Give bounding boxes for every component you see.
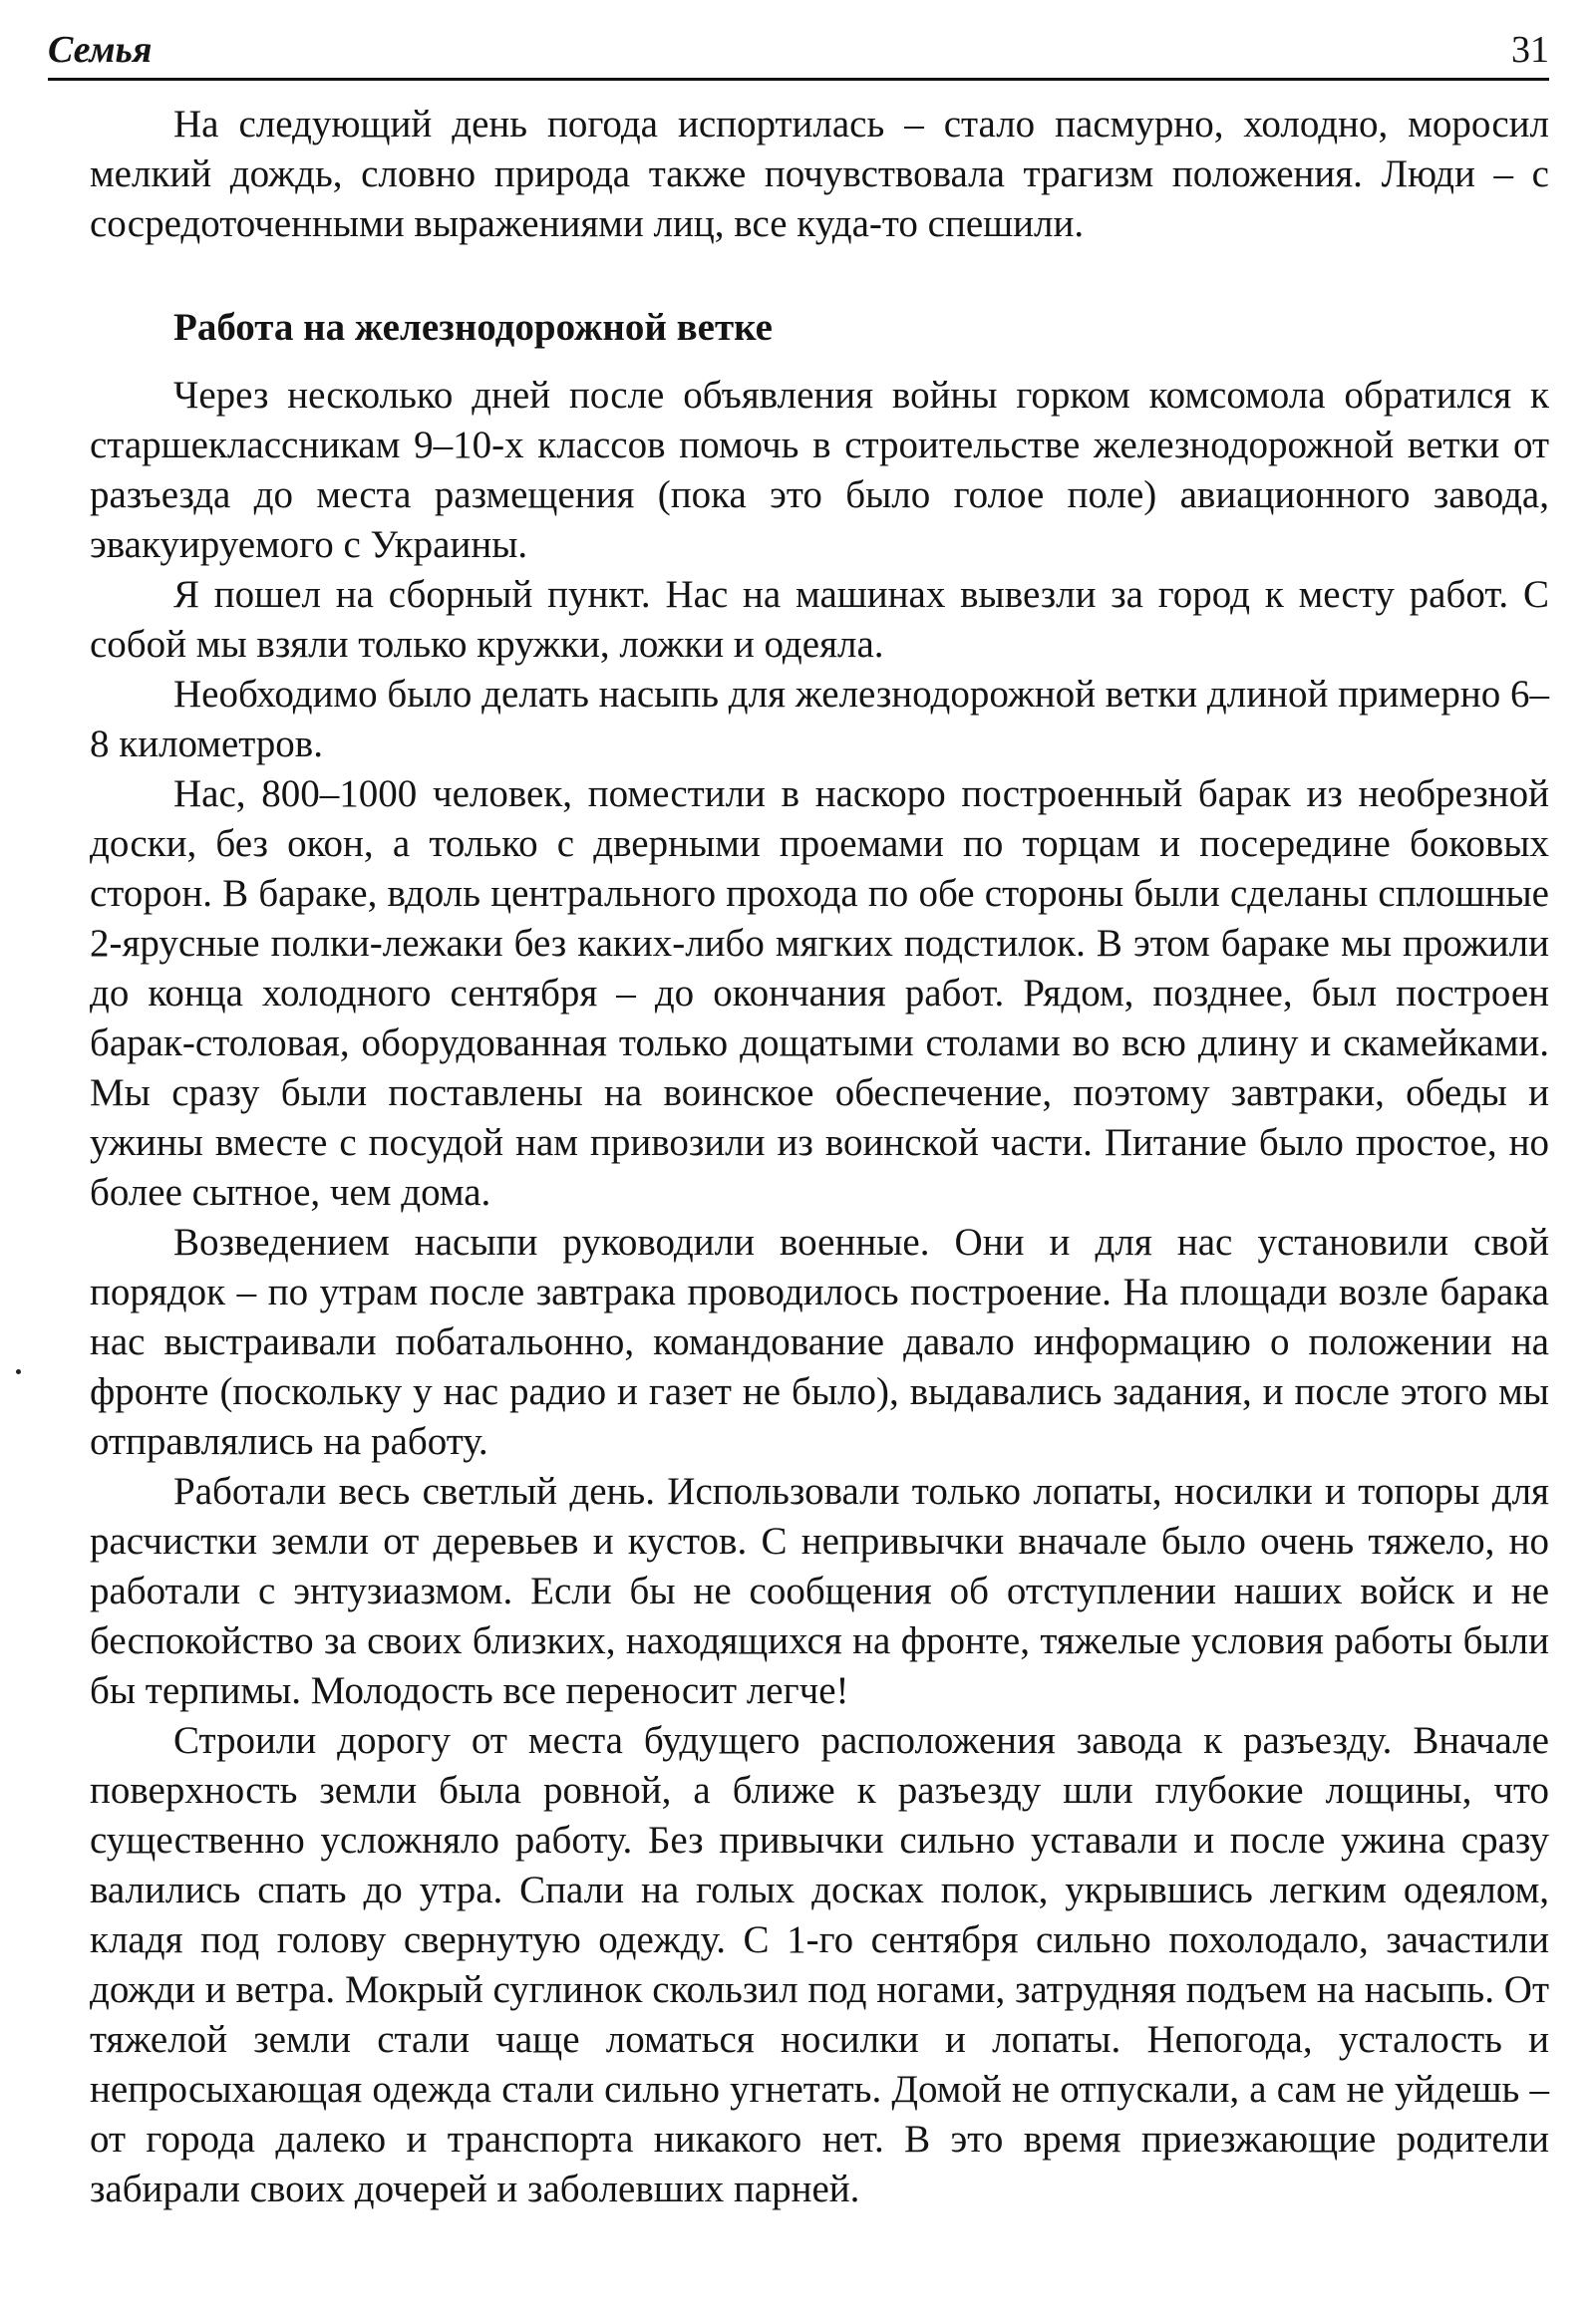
paragraph-7: Строили дорогу от места будущего расположения завода к разъезду. Вначале поверхность земли была ровной, а ближе к разъезду шли глубокие лощины, что существенно усложняло работу. Без привычки сильно уставали и после ужина сразу валились спать до утра. Спали на голых досках полок, укрывшись легким одеялом, кладя под голову свернутую одежду. С 1-го сентября сильно похолодало, зачастили дожди и ветра. Мокрый суглинок скользил под ногами, затрудняя подъем на насыпь. От тяжелой земли стали чаще ломаться носилки и лопаты. Непогода, усталость и непросыхающая одежда стали сильно угнетать. Домой не отпускали, а сам не уйдешь – от города далеко и транспорта никакого нет. В это время приезжающие родители забирали своих дочерей и заболевших парней. [90, 1719, 1549, 2210]
paragraph-4: Нас, 800–1000 человек, поместили в наскоро построенный барак из необрезной доски, без окон, а только с дверными проемами по торцам и посередине боковых сторон. В бараке, вдоль центрального прохода по обе стороны были сделаны сплошные 2-ярусные полки-лежаки без каких-либо мягких подстилок. В этом бараке мы прожили до конца холодного сентября – до окончания работ. Рядом, позднее, был построен барак-столовая, оборудованная только дощатыми столами во всю длину и скамейками. Мы сразу были поставлены на воинское обеспечение, поэтому завтраки, обеды и ужины вместе с посудой нам привозили из воинской части. Питание было простое, но более сытное, чем дома. [90, 772, 1549, 1214]
body-text [90, 100, 1549, 2214]
paragraph-5: Возведением насыпи руководили военные. Они и для нас установили свой порядок – по утрам после завтрака проводилось построение. На площади возле барака нас выстраивали побатальонно, командование давало информацию о положении на фронте (поскольку у нас радио и газет не было), выдавались задания, и после этого мы отправлялись на работу. [90, 1221, 1549, 1463]
paragraph-3: Необходимо было делать насыпь для железнодорожной ветки длиной примерно 6–8 километров. [90, 673, 1549, 765]
paragraph-1: Через несколько дней после объявления войны горком комсомола обратился к старшеклассникам 9–10-х классов помочь в строительстве железнодорожной ветки от разъезда до места размещения (пока это было голое поле) авиационного завода, эвакуируемого с Украины. [90, 374, 1549, 566]
section-title: Семья [48, 29, 153, 71]
scan-speck [16, 1369, 21, 1374]
paragraph-6: Работали весь светлый день. Использовали только лопаты, носилки и топоры для расчистки земли от деревьев и кустов. С непривычки вначале было очень тяжело, но работали с энтузиазмом. Если бы не сообщения об отступлении наших войск и не беспокойство за своих близких, находящихся на фронте, тяжелые условия работы были бы терпимы. Молодость все переносит легче! [90, 1470, 1549, 1712]
page-number: 31 [1511, 29, 1549, 71]
intro-paragraph: На следующий день погода испортилась – стало пасмурно, холодно, моросил мелкий дождь, словно природа также почувствовала трагизм положения. Люди – с сосредоточенными выражениями лиц, все куда-то спешили. [90, 103, 1549, 245]
paragraph-2: Я пошел на сборный пункт. Нас на машинах вывезли за город к месту работ. С собой мы взяли только кружки, ложки и одеяла. [90, 573, 1549, 666]
running-head [48, 18, 1549, 78]
section-subheading: Работа на железнодорожной ветке [173, 306, 773, 349]
header-rule [48, 78, 1549, 81]
